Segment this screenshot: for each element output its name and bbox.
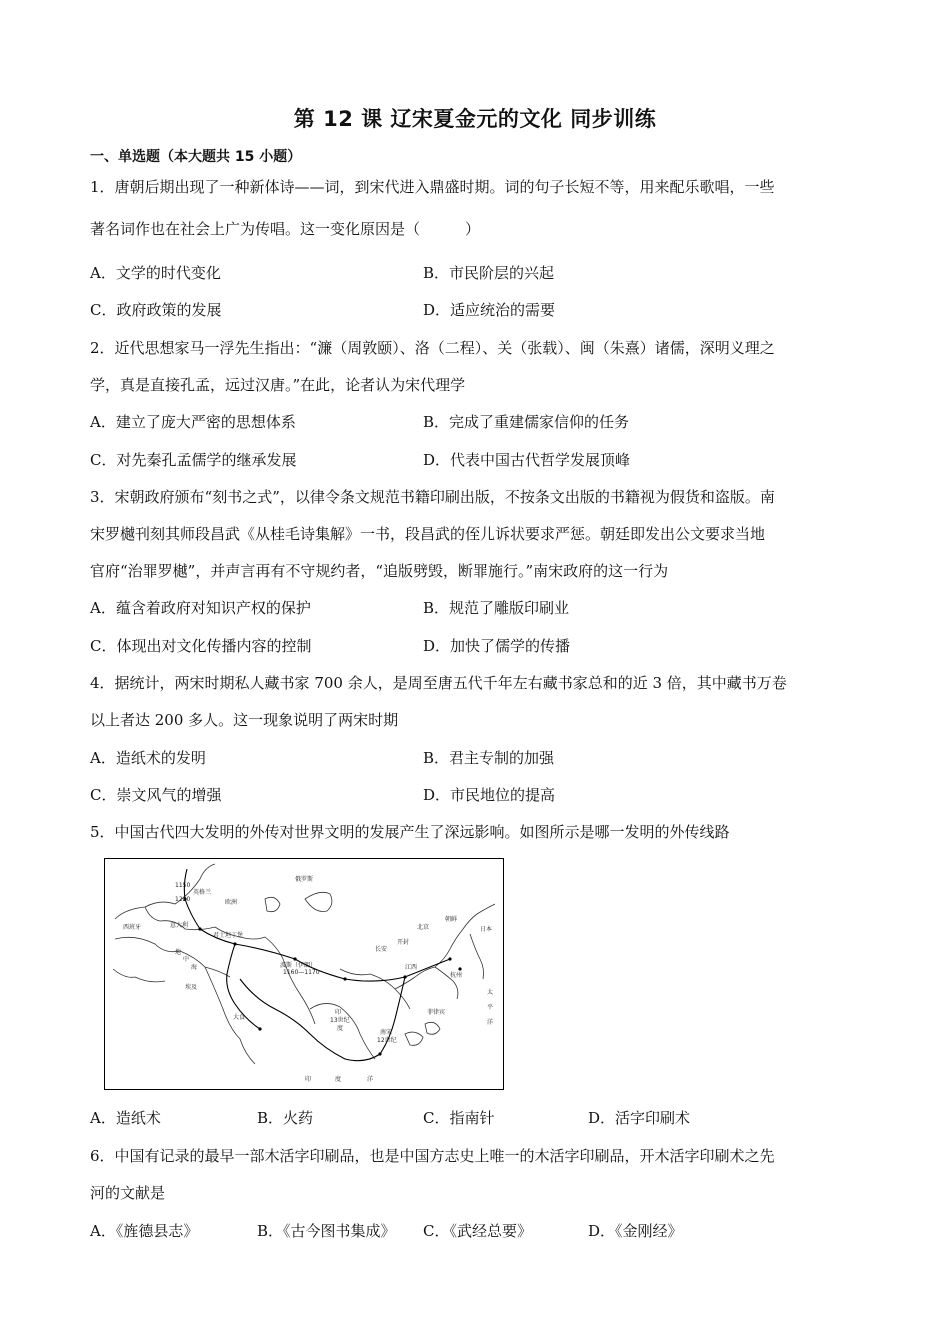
question-2-option-a: A．建立了庞大严密的思想体系 (90, 413, 296, 431)
map-label-1160-1170: 1160—1170 (283, 969, 320, 976)
question-4-option-c: C．崇文风气的增强 (90, 786, 222, 804)
question-1-line-2: 著名词作也在社会上广为传唱。这一变化原因是（ ） (90, 220, 481, 238)
map-label-hangzhou: 杭州 (450, 972, 463, 979)
question-1-option-a: A．文学的时代变化 (90, 264, 221, 282)
map-label-jiangxi: 江西 (405, 964, 418, 971)
map-label-india-1: 印 (335, 1009, 342, 1016)
map-label-pacific-3: 洋 (487, 1019, 494, 1026)
map-label-russia: 俄罗斯 (295, 876, 314, 883)
question-1-option-d: D．适应统治的需要 (423, 301, 556, 319)
map-label-spain: 西班牙 (123, 924, 142, 931)
map-label-indian-ocean-1: 印 (305, 1076, 312, 1083)
section-heading: 一、单选题（本大题共 15 小题） (90, 149, 302, 165)
question-4-option-b: B．君主专制的加强 (423, 749, 555, 767)
map-label-japan: 日本 (480, 926, 493, 933)
map-label-kaifeng: 开封 (397, 939, 410, 946)
question-3-line-3: 官府“治罪罗樾”，并声言再有不守规约者，“追版劈毁，断罪施行。”南宋政府的这一行为 (90, 562, 669, 580)
map-label-1150: 1150 (175, 882, 191, 889)
question-4-line-2: 以上者达 200 多人。这一现象说明了两宋时期 (90, 711, 399, 729)
map-label-1220: 1220 (175, 896, 191, 903)
question-5-line-1: 5．中国古代四大发明的外传对世界文明的发展产生了深远影响。如图所示是哪一发明的外传线路 (90, 823, 730, 841)
question-2-option-c: C．对先秦孔孟儒学的继承发展 (90, 451, 297, 469)
map-label-korea: 朝鲜 (445, 916, 458, 923)
map-label-pacific-2: 平 (487, 1004, 494, 1011)
map-label-italy: 意大利 (170, 922, 189, 929)
question-2-option-b: B．完成了重建儒家信仰的任务 (423, 413, 630, 431)
question-6-option-a: A．《旌德县志》 (90, 1222, 199, 1240)
map-label-13th-century: 13世纪 (330, 1017, 350, 1024)
question-4-option-d: D．市民地位的提高 (423, 786, 556, 804)
question-4-line-1: 4．据统计，两宋时期私人藏书家 700 余人，是周至唐五代千年左右藏书家总和的近 3 倍，其中藏书万卷 (90, 674, 787, 692)
question-6-line-2: 河的文献是 (90, 1184, 166, 1202)
map-label-persia: 波斯（伊朗） (280, 962, 317, 969)
map-label-indian-ocean-3: 洋 (367, 1076, 374, 1083)
question-3-option-a: A．蕴含着政府对知识产权的保护 (90, 599, 311, 617)
question-1-option-b: B．市民阶层的兴起 (423, 264, 555, 282)
map-label-med-2: 中 (183, 956, 190, 963)
question-3-line-2: 宋罗樾刊刻其师段昌武《从桂毛诗集解》一书，段昌武的侄儿诉状要求严惩。朝廷即发出公文要求当地 (90, 525, 766, 543)
map-label-philippines: 菲律宾 (427, 1009, 446, 1016)
map-label-pacific-1: 太 (487, 989, 494, 996)
page-title: 第 12 课 辽宋夏金元的文化 同步训练 (293, 107, 657, 131)
transmission-route-map (104, 858, 504, 1090)
map-label-southern-song: 南宋 (380, 1029, 393, 1036)
question-6-option-c: C．《武经总要》 (423, 1222, 532, 1240)
map-label-med-3: 海 (191, 964, 198, 971)
question-3-line-1: 3．宋朝政府颁布“刻书之式”，以律令条文规范书籍印刷出版，不按条文出版的书籍视为假货和盗版。南 (90, 488, 775, 506)
map-label-12th-century: 12世纪 (377, 1037, 397, 1044)
question-2-line-2: 学，真是直接孔孟，远过汉唐。”在此，论者认为宋代理学 (90, 376, 466, 394)
question-6-option-d: D．《金刚经》 (588, 1222, 683, 1240)
question-6-option-b: B．《古今图书集成》 (257, 1222, 396, 1240)
question-5-option-c: C．指南针 (423, 1109, 495, 1127)
question-5-option-a: A．造纸术 (90, 1109, 161, 1127)
map-label-indian-ocean-2: 度 (335, 1076, 342, 1083)
map-label-changan: 长安 (375, 946, 388, 953)
map-label-dashi: 大食 (233, 1014, 246, 1021)
question-1-option-c: C．政府政策的发展 (90, 301, 222, 319)
map-label-constantinople: 君士坦丁堡 (213, 932, 244, 939)
question-5-option-b: B．火药 (257, 1109, 314, 1127)
map-label-europe: 欧洲 (225, 899, 238, 906)
map-label-india-2: 度 (337, 1025, 344, 1032)
question-3-option-d: D．加快了儒学的传播 (423, 637, 571, 655)
question-5-option-d: D．活字印刷术 (588, 1109, 691, 1127)
question-6-line-1: 6．中国有记录的最早一部木活字印刷品，也是中国方志史上唯一的木活字印刷品，开木活字印刷术之先 (90, 1147, 775, 1165)
map-label-beijing: 北京 (417, 924, 430, 931)
question-2-line-1: 2．近代思想家马一浮先生指出：“濂（周敦颐）、洛（二程）、关（张载）、闽（朱熹）诸儒，深明义理之 (90, 339, 775, 357)
map-label-england: 英格兰 (193, 889, 212, 896)
question-2-option-d: D．代表中国古代哲学发展顶峰 (423, 451, 631, 469)
question-4-option-a: A．造纸术的发明 (90, 749, 206, 767)
question-3-option-b: B．规范了雕版印刷业 (423, 599, 570, 617)
question-1-line-1: 1．唐朝后期出现了一种新体诗——词，到宋代进入鼎盛时期。词的句子长短不等，用来配乐歌唱，一些 (90, 178, 775, 196)
map-label-med-1: 地 (175, 949, 182, 956)
map-svg (105, 859, 503, 1089)
map-label-egypt: 埃及 (185, 984, 198, 991)
question-3-option-c: C．体现出对文化传播内容的控制 (90, 637, 312, 655)
